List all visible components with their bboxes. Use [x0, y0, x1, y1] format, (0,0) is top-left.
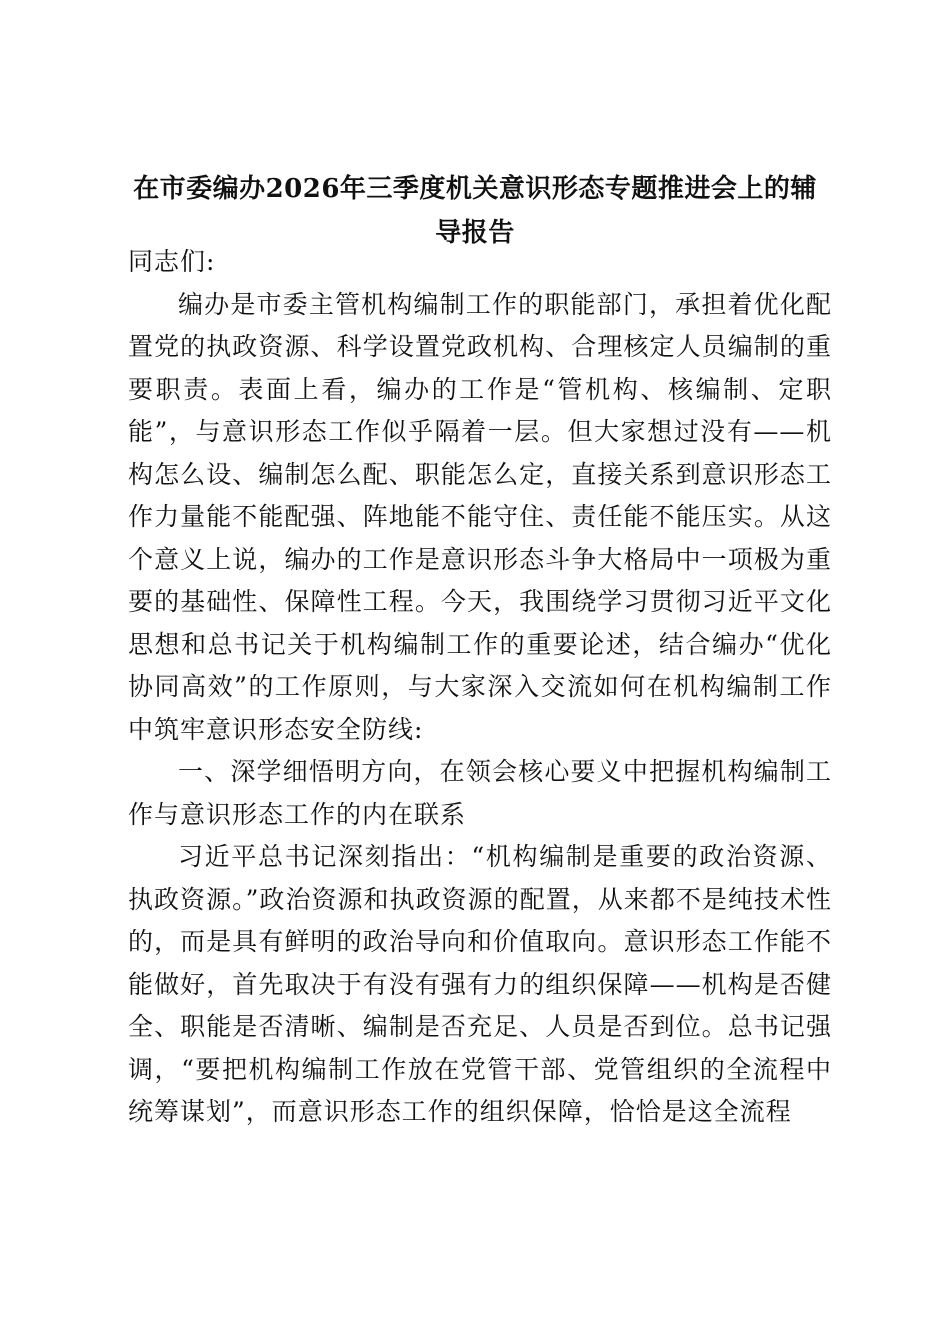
paragraph-section-1: 习近平总书记深刻指出：“机构编制是重要的政治资源、执政资源。”政治资源和执政资源的配置，从来都不是纯技术性的，而是具有鲜明的政治导向和价值取向。意识形态工作能不能做好，首先取决于有没有强有力的组织保障——机构是否健全、职能是否清晰、编制是否充足、人员是否到位。总书记强调，“要把机构编制工作放在党管干部、党管组织的全流程中统筹谋划”，而意识形态工作的组织保障，恰恰是这全流程 [128, 842, 832, 1126]
document-title: 在市委编办2026年三季度机关意识形态专题推进会上的辅导报告 [133, 174, 817, 248]
paragraph-intro: 编办是市委主管机构编制工作的职能部门，承担着优化配置党的执政资源、科学设置党政机构、合理核定人员编制的重要职责。表面上看，编办的工作是“管机构、核编制、定职能”，与意识形态工作似乎隔着一层。但大家想过没有——机构怎么设、编制怎么配、职能怎么定，直接关系到意识形态工作力量能不能配强、阵地能不能守住、责任能不能压实。从这个意义上说，编办的工作是意识形态斗争大格局中一项极为重要的基础性、保障性工程。今天，我围绕学习贯彻习近平文化思想和总书记关于机构编制工作的重要论述，结合编办“优化协同高效”的工作原则，与大家深入交流如何在机构编制工作中筑牢意识形态安全防线: [128, 289, 832, 744]
salutation: 同志们: [128, 247, 216, 276]
section-heading-1: 一、深学细悟明方向，在领会核心要义中把握机构编制工作与意识形态工作的内在联系 [128, 757, 832, 829]
document-body [128, 241, 832, 1134]
